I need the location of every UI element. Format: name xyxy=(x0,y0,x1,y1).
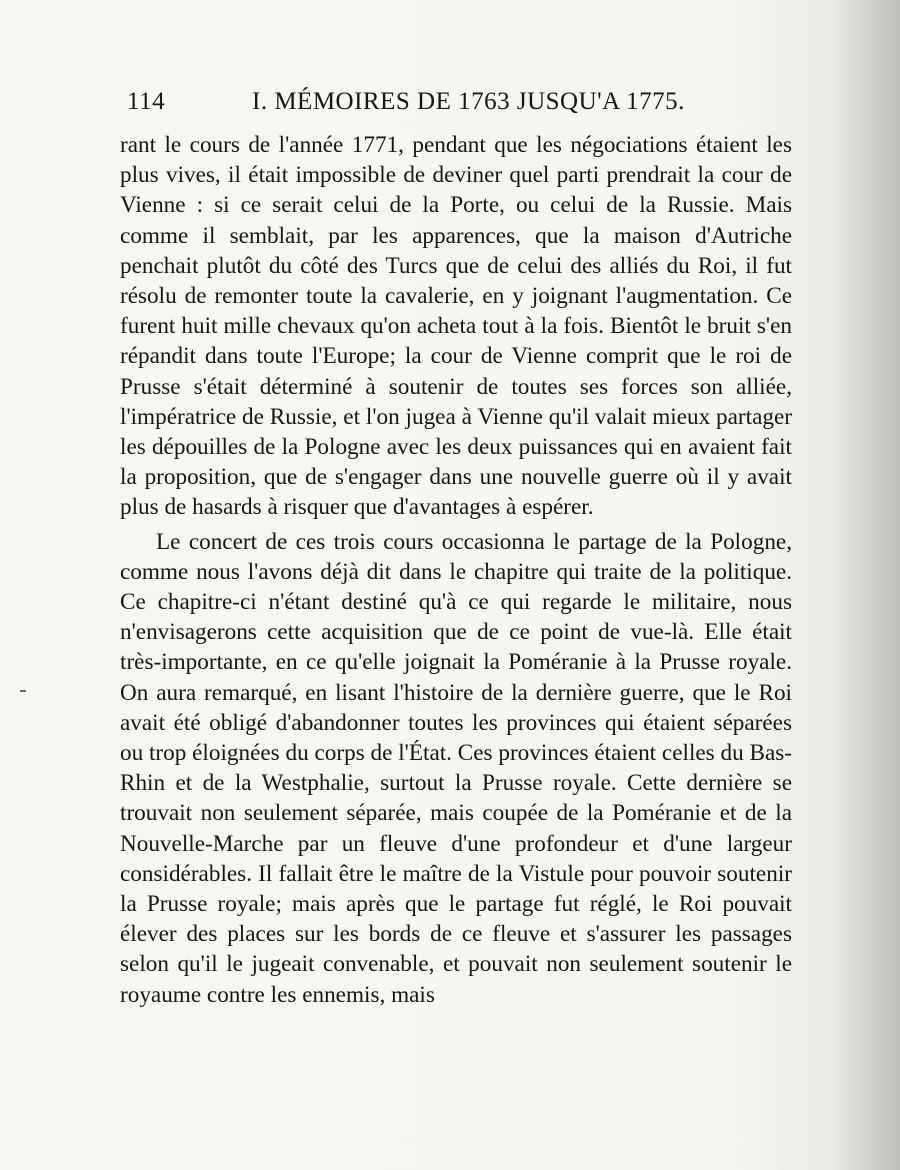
margin-mark xyxy=(20,690,26,692)
page-gutter-shadow xyxy=(830,0,900,1170)
page-number: 114 xyxy=(127,88,166,115)
paragraph-2: Le concert de ces trois cours occasionna le partage de la Pologne, comme nous l'avons déjà dit dans le chapitre qui traite de la politique. Ce chapitre-ci n'étant destiné qu'à ce qui regarde le militaire, nous n'envisagerons cette acquisition que de ce point de vue-là. Elle était très-importante, en ce qu'elle joignait la Poméranie à la Prusse royale. On aura remarqué, en lisant l'histoire de la dernière guerre, que le Roi avait été obligé d'abandonner toutes les provinces qui étaient séparées ou trop éloignées du corps de l'État. Ces provinces étaient celles du Bas-Rhin et de la Westphalie, surtout la Prusse royale. Cette dernière se trouvait non seulement séparée, mais coupée de la Poméranie et de la Nouvelle-Marche par un fleuve d'une profondeur et d'une largeur considérables. Il fallait être le maître de la Vistule pour pouvoir soutenir la Prusse royale; mais après que le partage fut réglé, le Roi pouvait élever des places sur les bords de ce fleuve et s'assurer les passages selon qu'il le jugeait convenable, et pouvait non seulement soutenir le royaume contre les ennemis, mais xyxy=(120,528,792,1008)
running-head: I. MÉMOIRES DE 1763 JUSQU'A 1775. xyxy=(252,88,685,115)
page-header xyxy=(127,88,795,124)
body-text xyxy=(120,130,792,1010)
paragraph-1: rant le cours de l'année 1771, pendant que les négociations étaient les plus vives, il était impossible de deviner quel parti prendrait la cour de Vienne : si ce serait celui de la Porte, ou celui de la Russie. Mais comme il semblait, par les apparences, que la maison d'Autriche penchait plutôt du côté des Turcs que de celui des alliés du Roi, il fut résolu de remonter toute la cavalerie, en y joignant l'augmentation. Ce furent huit mille chevaux qu'on acheta tout à la fois. Bientôt le bruit s'en répandit dans toute l'Europe; la cour de Vienne comprit que le roi de Prusse s'était déterminé à soutenir de toutes ses forces son alliée, l'impératrice de Russie, et l'on jugea à Vienne qu'il valait mieux partager les dépouilles de la Pologne avec les deux puissances qui en avaient fait la proposition, que de s'engager dans une nouvelle guerre où il y avait plus de hasards à risquer que d'avantages à espérer. xyxy=(120,132,792,521)
